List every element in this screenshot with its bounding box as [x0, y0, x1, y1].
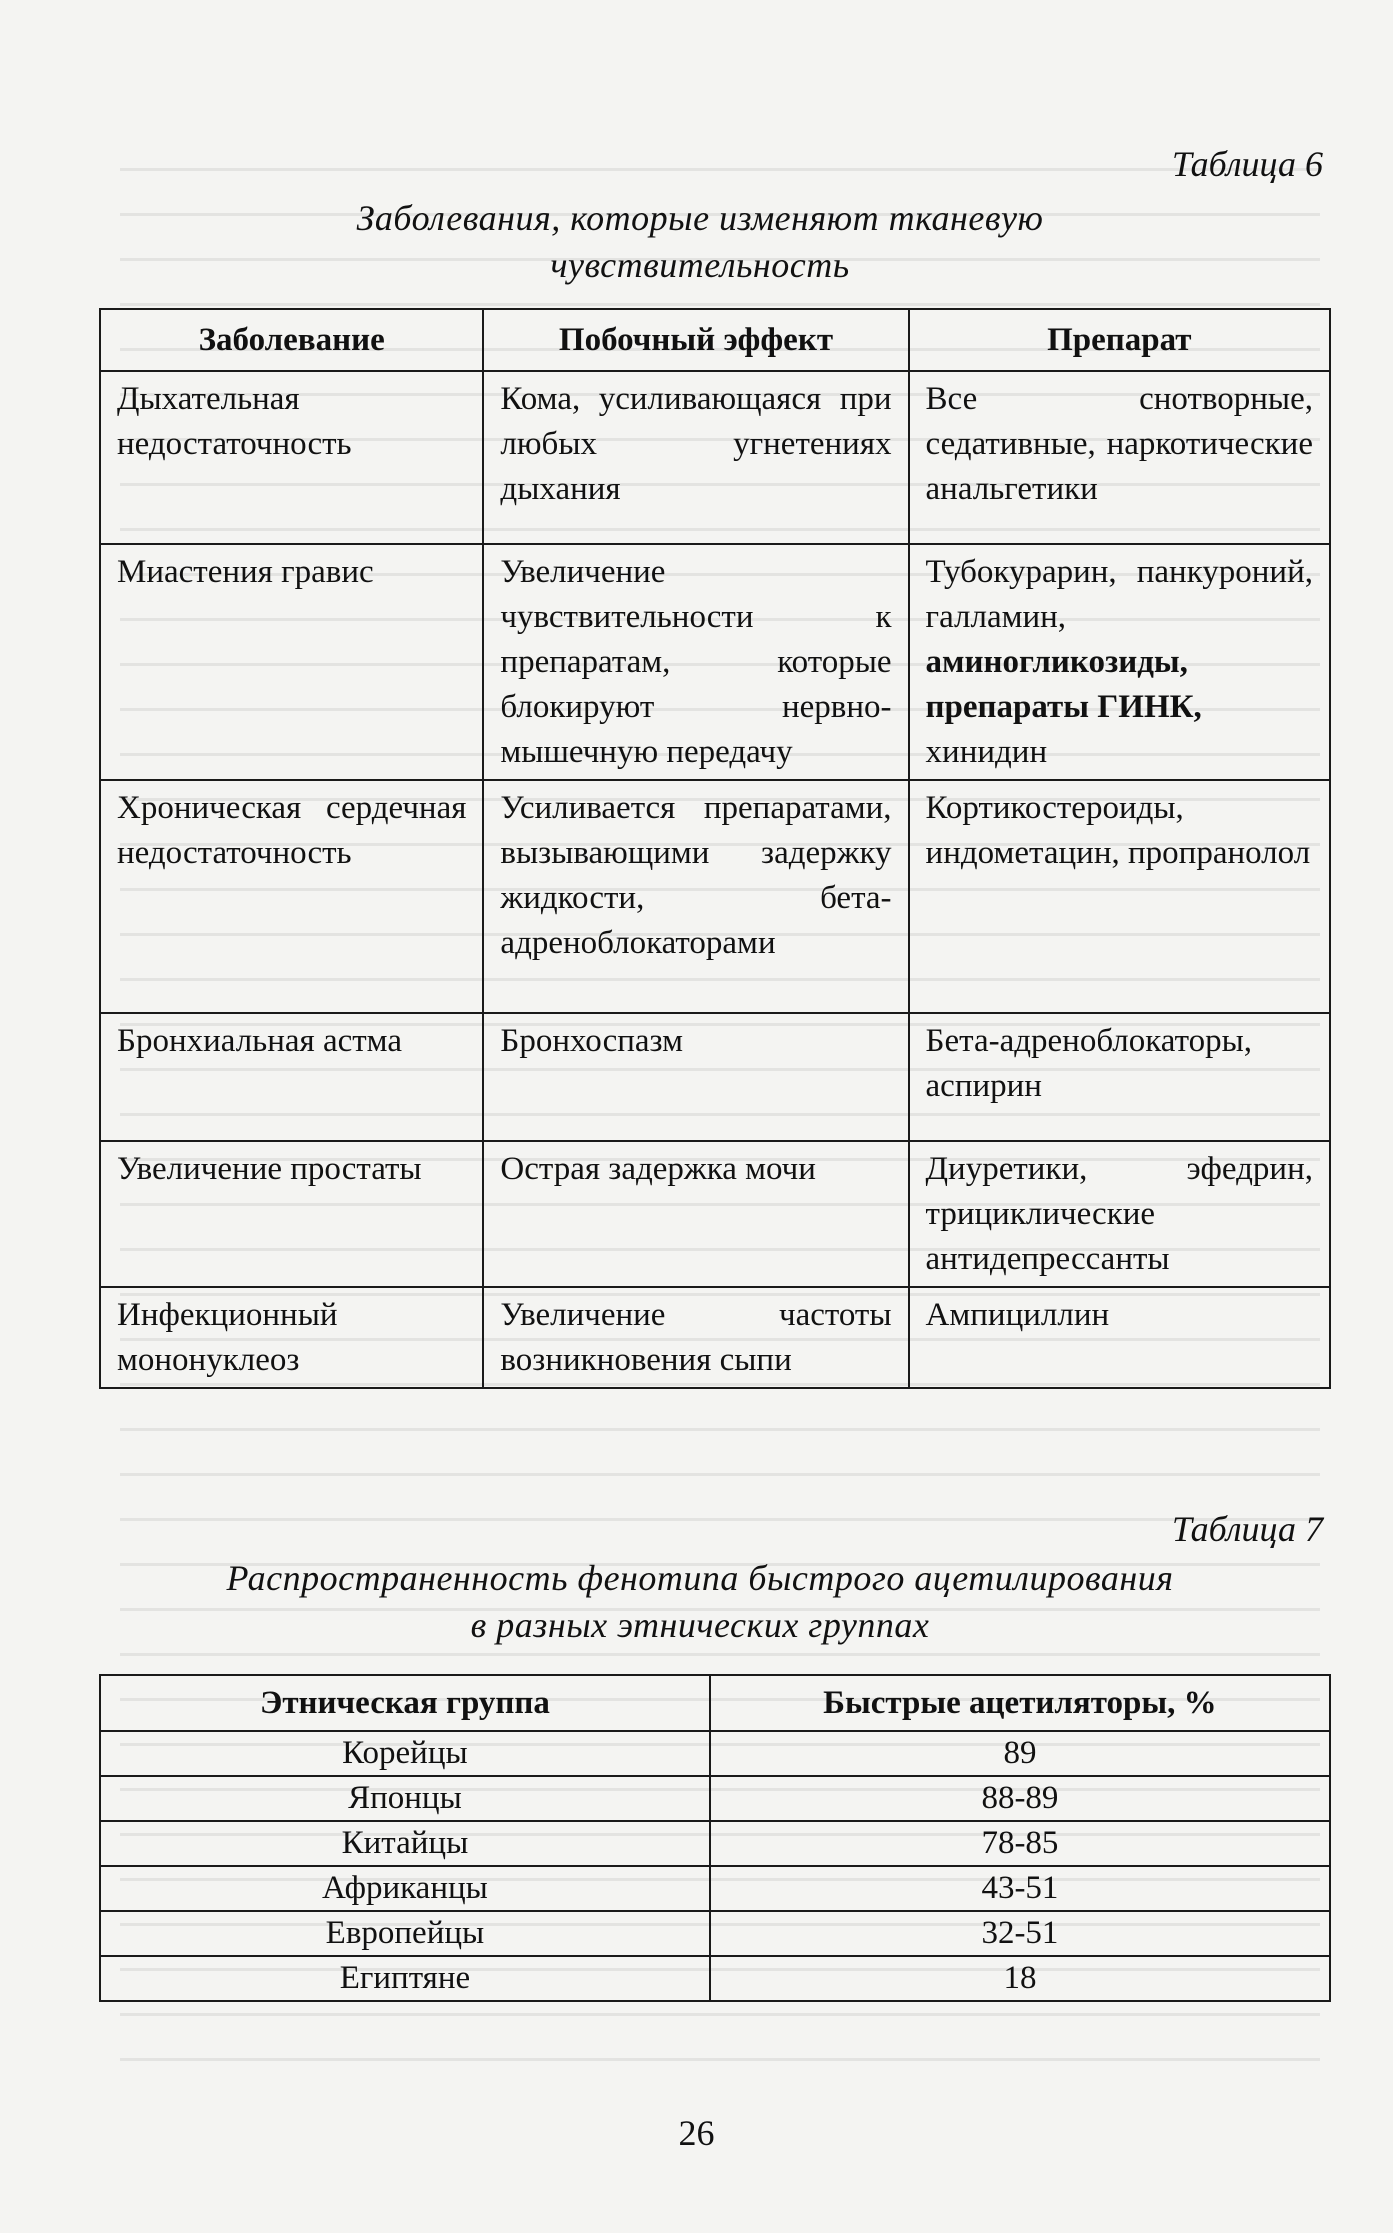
table6-drug-cell: Бета-адреноблокаторы, аспирин: [909, 1013, 1330, 1141]
table-row: [100, 1141, 1330, 1287]
table6-drug-bold: аминогликозиды,: [925, 644, 1188, 680]
table-row: [100, 371, 1330, 544]
table7-value-cell: 18: [710, 1956, 1330, 2001]
table6-effect-cell: Бронхоспазм: [483, 1013, 908, 1141]
table-row: [100, 1776, 1330, 1821]
table6-header-effect: Побочный эффект: [483, 309, 908, 371]
table6-caption-line1: Заболевания, которые изменяют тканевую: [356, 198, 1044, 238]
table6-effect-cell: Кома, усиливающаяся при любых угнетениях дыхания: [483, 371, 908, 544]
table6: [99, 308, 1331, 1389]
table6-drug-cell: Диуретики, эфедрин, трициклические антидепрессанты: [909, 1141, 1330, 1287]
table6-disease-cell: Инфекционный мононуклеоз: [100, 1287, 483, 1388]
table7-header-group: Этническая группа: [100, 1675, 710, 1731]
table6-header-row: [100, 309, 1330, 371]
table7-header-value: Быстрые ацетиляторы, %: [710, 1675, 1330, 1731]
table6-effect-cell: Усиливается препаратами, вызывающими задержку жидкости, бета-адреноблокаторами: [483, 780, 908, 1013]
table6-effect-cell: Острая задержка мочи: [483, 1141, 908, 1287]
table6-drug-bold: препараты ГИНК,: [925, 689, 1202, 725]
table7-group-cell: Африканцы: [100, 1866, 710, 1911]
table7-group-cell: Японцы: [100, 1776, 710, 1821]
table6-disease-cell: Дыхательная недостаточность: [100, 371, 483, 544]
table-row: [100, 1013, 1330, 1141]
table-row: [100, 1731, 1330, 1776]
table7-caption-line2: в разных этнических группах: [470, 1605, 930, 1645]
table-row: [100, 544, 1330, 780]
page-number: 26: [678, 2113, 715, 2153]
table7-value-cell: 43-51: [710, 1866, 1330, 1911]
table6-drug-cell: [909, 544, 1330, 780]
table7-header-row: [100, 1675, 1330, 1731]
table7-group-cell: Китайцы: [100, 1821, 710, 1866]
table7-value-cell: 78-85: [710, 1821, 1330, 1866]
table-row: [100, 1287, 1330, 1388]
table6-drug-cell: Все снотворные, седативные, наркотические анальгетики: [909, 371, 1330, 544]
table7-group-cell: Европейцы: [100, 1911, 710, 1956]
table6-drug-cell: Кортикостероиды, индометацин, пропранолол: [909, 780, 1330, 1013]
table6-effect-cell: Увеличение чувствительности к препаратам, которые блокируют нервно-мышечную передачу: [483, 544, 908, 780]
table7-label: Таблица 7: [1171, 1509, 1323, 1549]
table-row: [100, 1956, 1330, 2001]
table-row: [100, 1911, 1330, 1956]
table7-value-cell: 32-51: [710, 1911, 1330, 1956]
table7-value-cell: 89: [710, 1731, 1330, 1776]
table7: [99, 1674, 1331, 2002]
table6-disease-cell: Увеличение простаты: [100, 1141, 483, 1287]
table6-header-drug: Препарат: [909, 309, 1330, 371]
table7-caption-line1: Распространенность фенотипа быстрого ацетилирования: [226, 1558, 1174, 1598]
table6-header-disease: Заболевание: [100, 309, 483, 371]
table7-value-cell: 88-89: [710, 1776, 1330, 1821]
table-row: [100, 780, 1330, 1013]
table6-drug-cell: Ампициллин: [909, 1287, 1330, 1388]
table6-drug-text: Тубокурарин, панкуроний, галламин,: [925, 554, 1313, 635]
table7-group-cell: Корейцы: [100, 1731, 710, 1776]
table6-disease-cell: Бронхиальная астма: [100, 1013, 483, 1141]
table6-drug-text: хинидин: [925, 734, 1048, 770]
table6-disease-cell: Миастения гравис: [100, 544, 483, 780]
table6-disease-cell: Хроническая сердечная недостаточность: [100, 780, 483, 1013]
table7-group-cell: Египтяне: [100, 1956, 710, 2001]
table-row: [100, 1866, 1330, 1911]
table6-caption-line2: чувствительность: [550, 245, 850, 285]
table6-effect-cell: Увеличение частоты возникновения сыпи: [483, 1287, 908, 1388]
table6-label: Таблица 6: [1171, 144, 1323, 184]
table-row: [100, 1821, 1330, 1866]
